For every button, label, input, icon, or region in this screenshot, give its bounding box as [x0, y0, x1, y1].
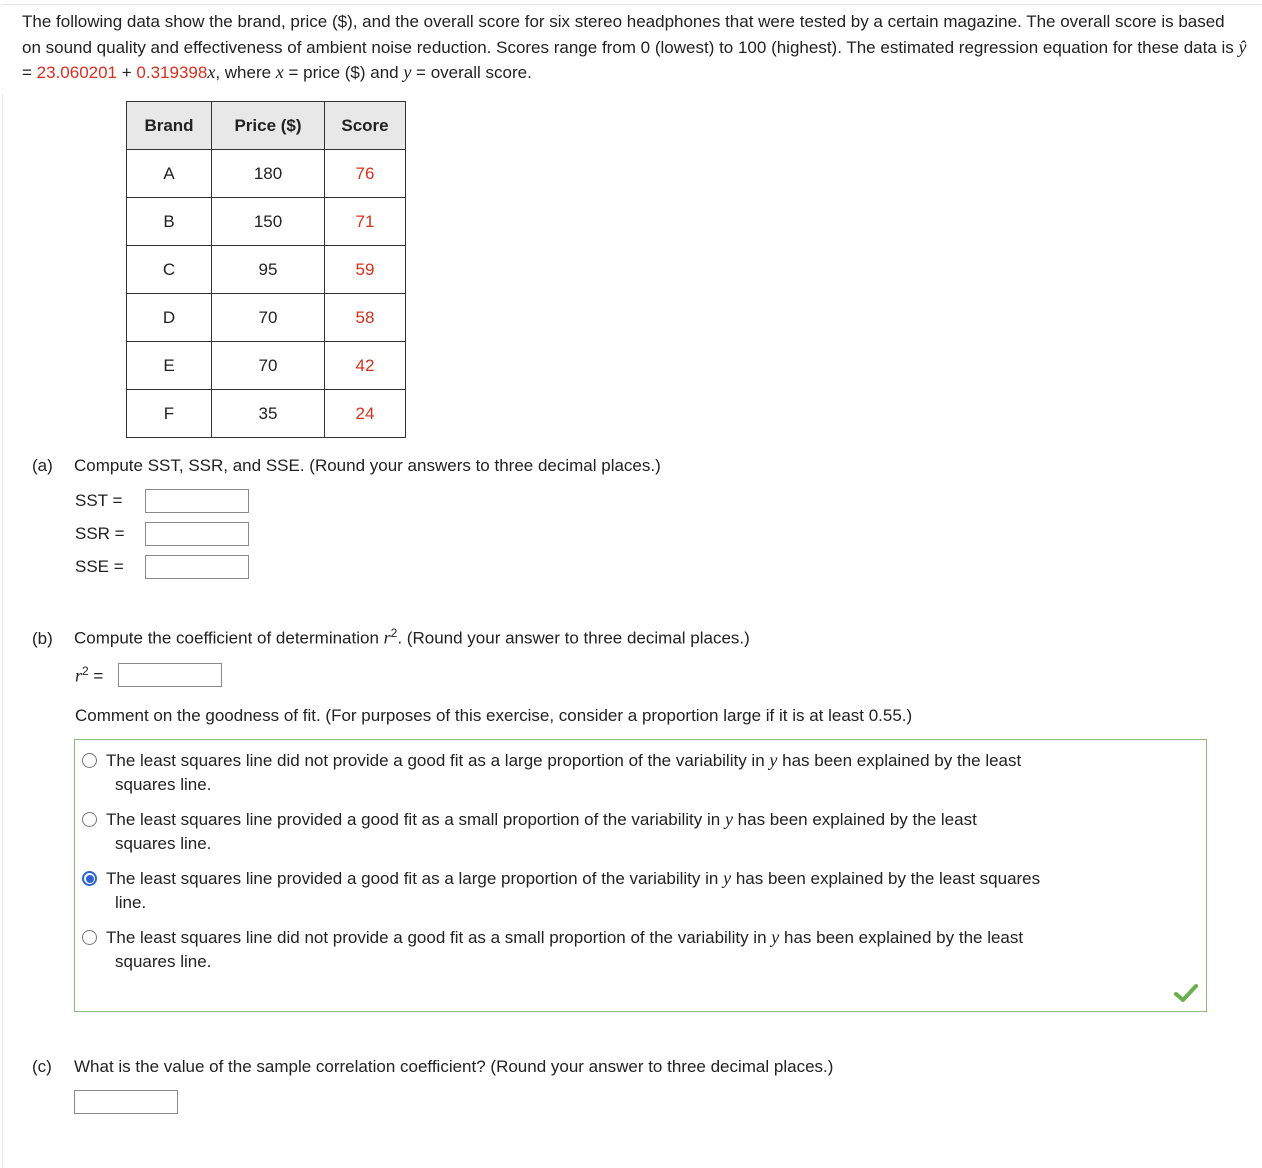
sst-label: SST = — [75, 491, 123, 510]
table-row — [127, 342, 406, 390]
goodness-of-fit-prompt: Comment on the goodness of fit. (For purposes of this exercise, consider a proportion large if it is at least 0.55.) — [75, 706, 913, 725]
price-cell: 70 — [212, 342, 325, 390]
score-cell: 58 — [325, 294, 406, 342]
table-row — [127, 390, 406, 438]
radio-option-2[interactable] — [82, 812, 97, 827]
brand-cell: B — [127, 198, 212, 246]
part-a-label: (a) — [32, 456, 53, 475]
part-c-label: (c) — [32, 1057, 52, 1076]
price-cell: 150 — [212, 198, 325, 246]
sst-input[interactable] — [145, 489, 249, 513]
sse-label: SSE = — [75, 557, 124, 576]
price-cell: 70 — [212, 294, 325, 342]
data-table — [126, 101, 406, 438]
intercept-value: 23.060201 — [36, 63, 118, 82]
table-row — [127, 150, 406, 198]
part-a-question: (a) Compute SST, SSR, and SSE. (Round your answers to three decimal places.) — [32, 456, 661, 475]
header-price: Price ($) — [212, 102, 325, 150]
choice-option-3[interactable]: The least squares line provided a good fit as a large proportion of the variability in y has been explained by the least squares line. — [82, 866, 1197, 915]
choice-option-2[interactable]: The least squares line provided a good fit as a small proportion of the variability in y has been explained by the least squares line. — [82, 807, 1197, 856]
r2-row — [75, 663, 222, 687]
price-cell: 180 — [212, 150, 325, 198]
left-divider — [2, 94, 3, 1168]
slope-value: 0.319398 — [136, 63, 208, 82]
ssr-row — [75, 522, 249, 546]
r2-label: $r^2$ = — [75, 663, 104, 686]
header-score: Score — [325, 102, 406, 150]
brand-cell: F — [127, 390, 212, 438]
radio-option-4[interactable] — [82, 930, 97, 945]
table-row — [127, 246, 406, 294]
score-cell: 71 — [325, 198, 406, 246]
table-row — [127, 294, 406, 342]
correlation-input[interactable] — [74, 1090, 178, 1114]
header-brand: Brand — [127, 102, 212, 150]
sst-row — [75, 489, 249, 513]
price-cell: 95 — [212, 246, 325, 294]
part-b-question: (b) Compute the coefficient of determination $r^2$. (Round your answer to three decimal places.) — [32, 626, 750, 648]
table-header-row — [127, 102, 406, 150]
ssr-label: SSR = — [75, 524, 125, 543]
problem-intro: The following data show the brand, price ($), and the overall score for six stereo headphones that were tested by a certain magazine. The overall score is based on sound quality and effectiveness of ambient noise reduction. Scores range from 0 (lowest) to 100 (highest). The estimated regression equation for these data is ŷ = 23.060201 + 0.319398x, where x = price ($) and y = overall score. — [22, 12, 1247, 82]
radio-option-1[interactable] — [82, 753, 97, 768]
brand-cell: E — [127, 342, 212, 390]
top-divider — [2, 4, 1262, 5]
choice-option-4[interactable]: The least squares line did not provide a good fit as a small proportion of the variability in y has been explained by the least squares line. — [82, 925, 1197, 974]
choice-option-1[interactable]: The least squares line did not provide a good fit as a large proportion of the variability in y has been explained by the least squares line. — [82, 748, 1197, 797]
r2-input[interactable] — [118, 663, 222, 687]
ssr-input[interactable] — [145, 522, 249, 546]
brand-cell: C — [127, 246, 212, 294]
score-cell: 42 — [325, 342, 406, 390]
fit-choices-box — [74, 739, 1207, 1012]
brand-cell: A — [127, 150, 212, 198]
score-cell: 76 — [325, 150, 406, 198]
part-c-question: (c) What is the value of the sample correlation coefficient? (Round your answer to three decimal places.) — [32, 1057, 834, 1076]
brand-cell: D — [127, 294, 212, 342]
checkmark-icon — [1174, 983, 1198, 1003]
score-cell: 59 — [325, 246, 406, 294]
sse-row — [75, 555, 249, 579]
part-b-label: (b) — [32, 628, 53, 648]
table-row — [127, 198, 406, 246]
sse-input[interactable] — [145, 555, 249, 579]
price-cell: 35 — [212, 390, 325, 438]
radio-option-3-selected[interactable] — [82, 871, 97, 886]
score-cell: 24 — [325, 390, 406, 438]
